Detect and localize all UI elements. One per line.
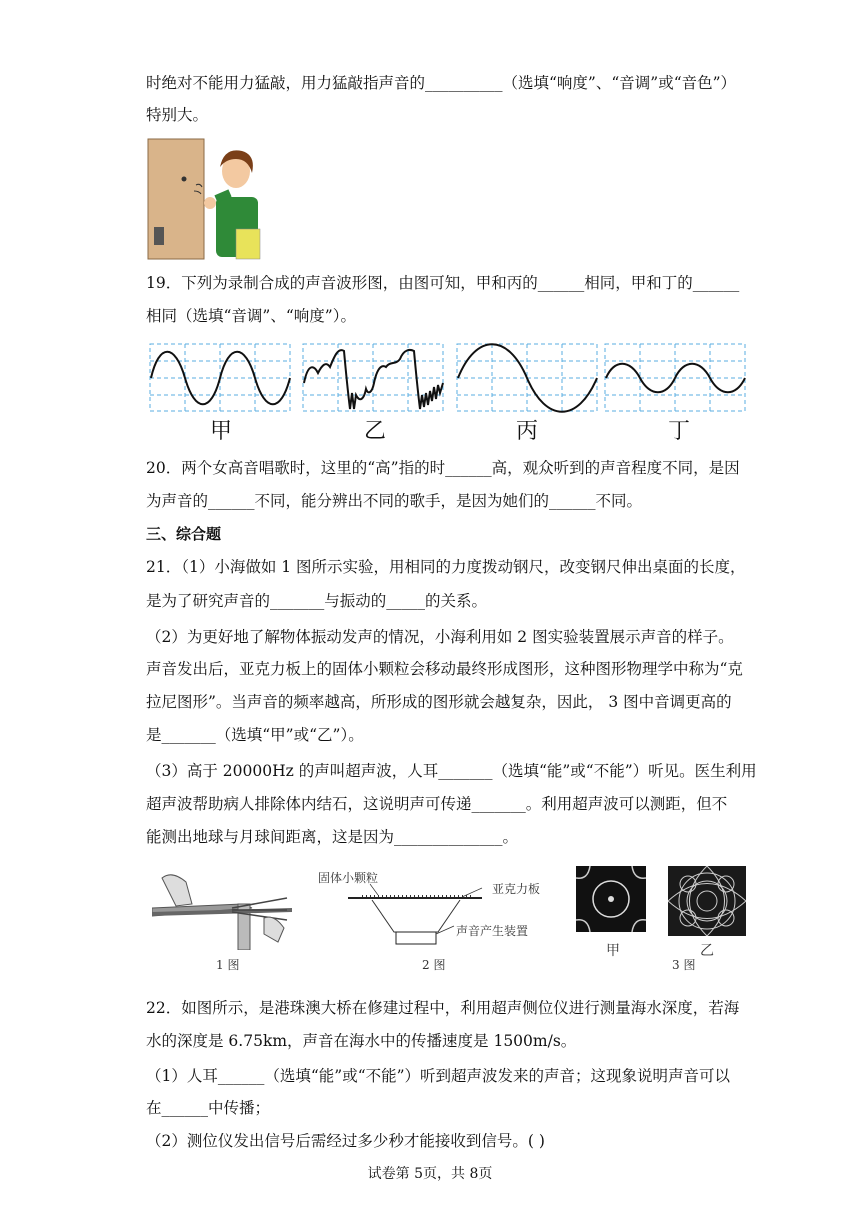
q19-line-1: 19．下列为录制合成的声音波形图，由图可知，甲和丙的______相同，甲和丁的______ — [146, 274, 740, 292]
wave-label-yi: 乙 — [364, 419, 387, 444]
q22-line-5: （2）测位仪发出信号后需经过多少秒才能接收到信号。( ) — [146, 1132, 545, 1150]
q22-line-1: 22．如图所示，是港珠澳大桥在修建过程中，利用超声侧位仪进行测量海水深度，若海 — [146, 999, 740, 1017]
q21-line-3: （2）为更好地了解物体振动发声的情况，小海利用如 2 图实验装置展示声音的样子。 — [146, 628, 734, 646]
q21-line-5: 拉尼图形”。当声音的频率越高，所形成的图形就会越复杂，因此， 3 图中音调更高的 — [146, 693, 732, 711]
q21-line-1: 21．（1）小海做如 1 图所示实验，用相同的力度拨动钢尺，改变钢尺伸出桌面的长度， — [146, 558, 746, 576]
q21-line-4: 声音发出后，亚克力板上的固体小颗粒会移动最终形成图形，这种图形物理学中称为“克 — [146, 660, 743, 678]
q20-line-1: 20．两个女高音唱歌时，这里的“高”指的时______高，观众听到的声音程度不同，是因 — [146, 459, 740, 477]
text-line-2: 特别大。 — [146, 106, 209, 124]
q22-line-3: （1）人耳______（选填“能”或“不能”）听到超声波发来的声音；这现象说明声音可以 — [146, 1067, 731, 1085]
waveform-yi — [302, 343, 444, 413]
pattern-label-yi: 乙 — [700, 943, 714, 959]
page-footer: 试卷第 5页，共 8页 — [367, 1166, 493, 1182]
label-sound-device: 声音产生装置 — [456, 924, 529, 938]
figure-2-caption: 2 图 — [422, 958, 446, 972]
label-particles: 固体小颗粒 — [318, 871, 379, 885]
q21-line-2: 是为了研究声音的_______与振动的_____的关系。 — [146, 592, 488, 610]
door-knock-illustration — [144, 137, 266, 260]
wave-label-ding: 丁 — [668, 419, 691, 444]
q19-line-2: 相同（选填“音调”、“响度”）。 — [146, 307, 356, 325]
waveform-bing — [456, 343, 598, 413]
pattern-label-jia: 甲 — [606, 943, 620, 959]
q21-line-8: 超声波帮助病人排除体内结石，这说明声可传递_______。利用超声波可以测距，但不 — [146, 795, 728, 813]
waveform-jia — [149, 343, 291, 413]
label-acrylic-plate: 亚克力板 — [492, 882, 541, 896]
q21-line-7: （3）高于 20000Hz 的声叫超声波，人耳_______（选填“能”或“不能”）听见。医生利用 — [146, 762, 757, 780]
figure-3-caption: 3 图 — [672, 958, 696, 972]
chladni-pattern-yi — [668, 866, 746, 936]
text-line-1: 时绝对不能用力猛敲，用力猛敲指声音的__________（选填“响度”、“音调”或“音色”） — [146, 74, 737, 92]
figure-1-caption: 1 图 — [216, 958, 240, 972]
q22-line-4: 在______中传播； — [146, 1099, 271, 1117]
figure-1-ruler-experiment — [152, 868, 292, 950]
q21-line-9: 能测出地球与月球间距离，这是因为______________。 — [146, 828, 519, 846]
wave-label-bing: 丙 — [516, 419, 539, 444]
q20-line-2: 为声音的______不同，能分辨出不同的歌手，是因为她们的______不同。 — [146, 492, 643, 510]
q22-line-2: 水的深度是 6.75km，声音在海水中的传播速度是 1500m/s。 — [146, 1032, 577, 1050]
wave-label-jia: 甲 — [210, 419, 233, 444]
q21-line-6: 是_______（选填“甲”或“乙”）。 — [146, 726, 364, 744]
section-heading-3: 三、综合题 — [146, 525, 222, 543]
waveform-ding — [604, 343, 746, 413]
chladni-pattern-jia — [576, 866, 646, 932]
